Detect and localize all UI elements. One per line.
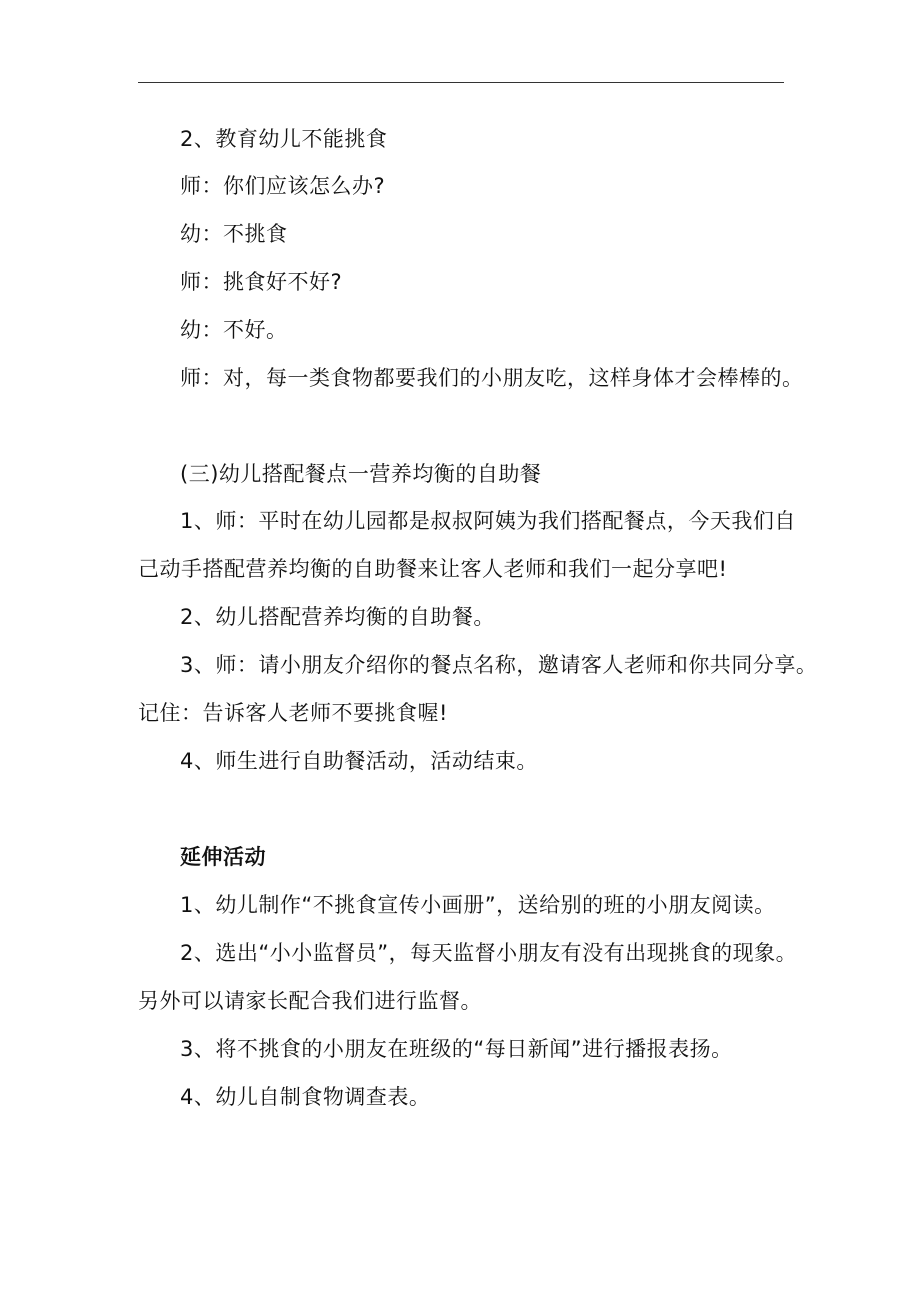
paragraph-line: 2、幼儿搭配营养均衡的自助餐。: [180, 605, 495, 629]
section-heading: (三)幼儿搭配餐点一营养均衡的自助餐: [180, 462, 542, 486]
section-heading-bold: 延伸活动: [180, 845, 266, 869]
paragraph-line: 师：挑食好不好?: [180, 270, 343, 294]
paragraph-line: 4、幼儿自制食物调查表。: [180, 1085, 431, 1109]
paragraph-line: 2、选出“小小监督员”，每天监督小朋友有没有出现挑食的现象。: [180, 941, 798, 965]
paragraph-line: 2、教育幼儿不能挑食: [180, 127, 388, 151]
paragraph-line: 1、师：平时在幼儿园都是叔叔阿姨为我们搭配餐点，今天我们自: [180, 509, 796, 533]
paragraph-line: 师：对，每一类食物都要我们的小朋友吃，这样身体才会棒棒的。: [180, 366, 804, 390]
paragraph-line: 己动手搭配营养均衡的自助餐来让客人老师和我们一起分享吧!: [138, 557, 728, 581]
header-rule: [138, 82, 784, 83]
paragraph-line: 幼：不挑食: [180, 222, 288, 246]
paragraph-line: 记住：告诉客人老师不要挑食喔!: [138, 701, 448, 725]
paragraph-line: 4、师生进行自助餐活动，活动结束。: [180, 749, 538, 773]
paragraph-line: 1、幼儿制作“不挑食宣传小画册”，送给别的班的小朋友阅读。: [180, 893, 776, 917]
paragraph-line: 3、师：请小朋友介绍你的餐点名称，邀请客人老师和你共同分享。: [180, 653, 818, 677]
paragraph-line: 幼：不好。: [180, 318, 288, 342]
paragraph-line: 3、将不挑食的小朋友在班级的“每日新闻”进行播报表扬。: [180, 1037, 733, 1061]
paragraph-line: 师：你们应该怎么办?: [180, 174, 386, 198]
paragraph-line: 另外可以请家长配合我们进行监督。: [138, 989, 482, 1013]
